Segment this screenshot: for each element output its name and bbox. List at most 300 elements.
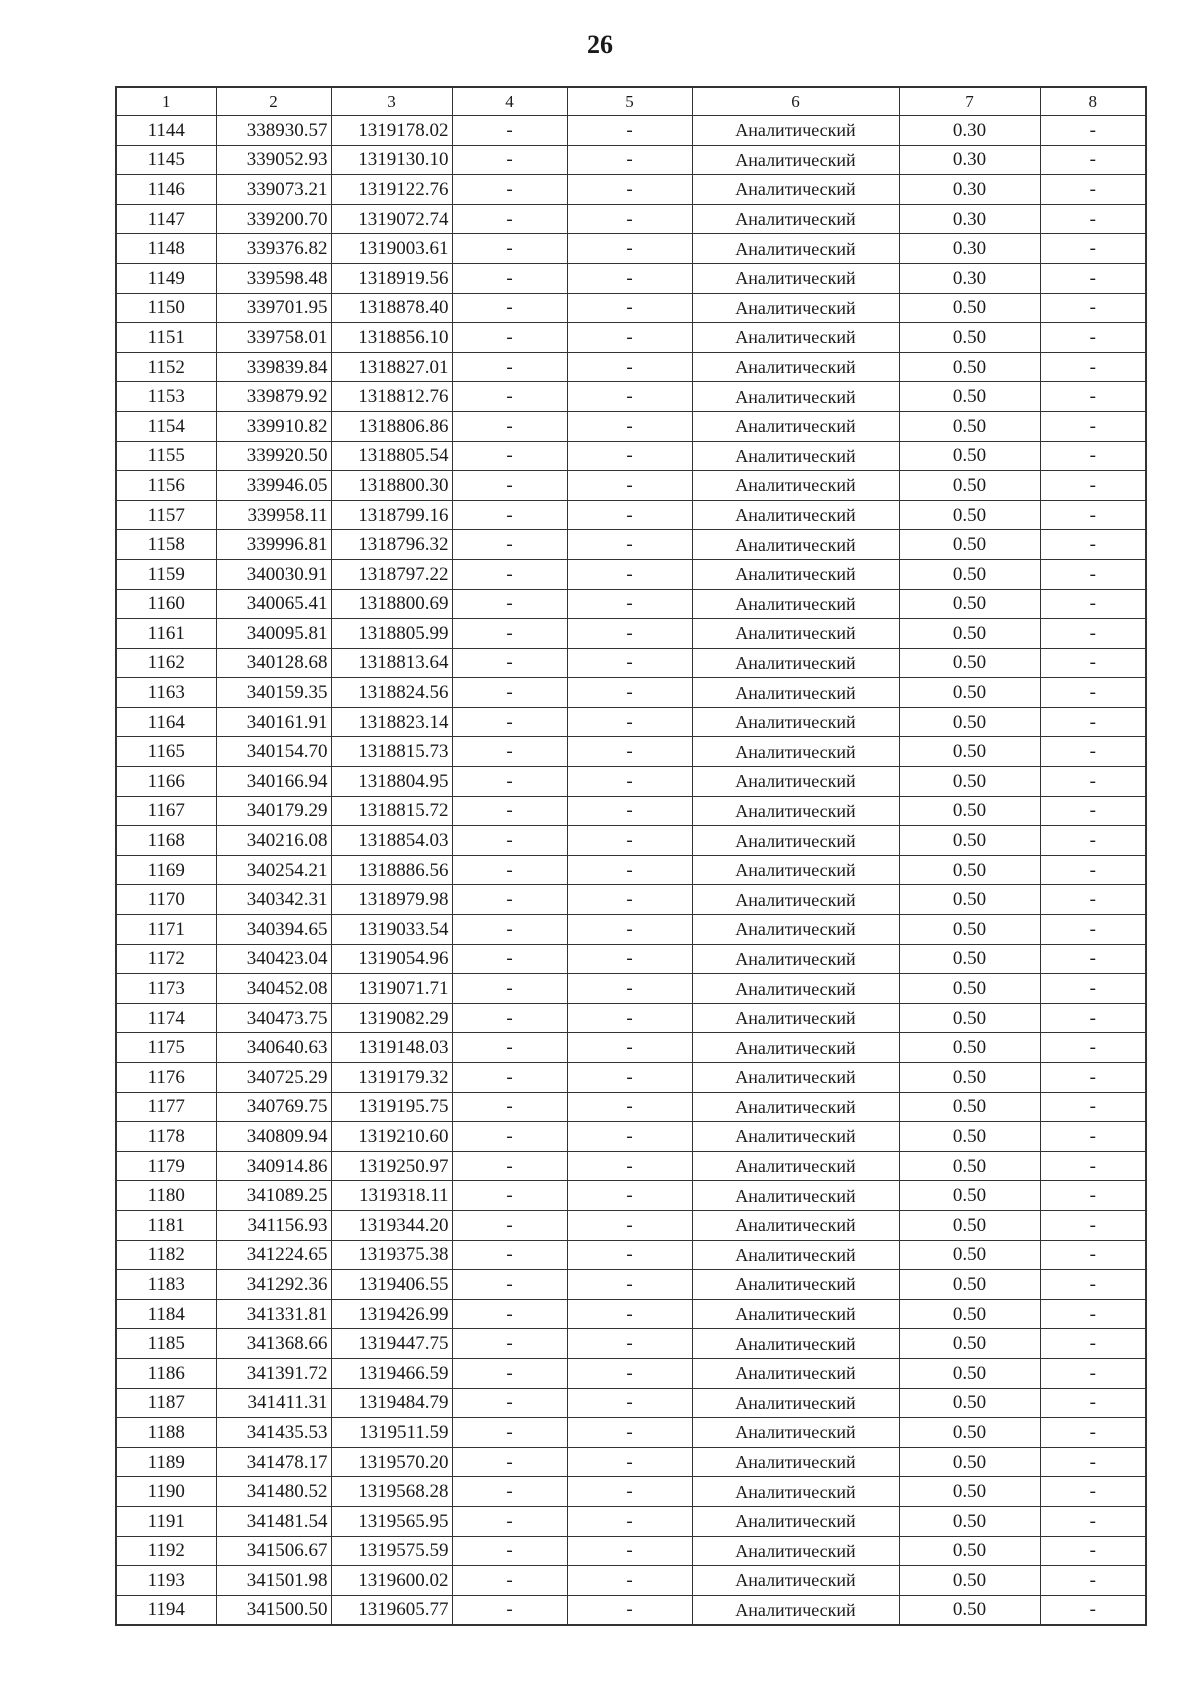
cell-method: Аналитический [692, 352, 899, 382]
cell-col-8: - [1040, 1122, 1146, 1152]
cell-col-4: - [452, 382, 567, 412]
cell-col-8: - [1040, 263, 1146, 293]
table-row [116, 234, 1146, 264]
cell-method: Аналитический [692, 530, 899, 560]
cell-point-number: 1164 [116, 707, 216, 737]
cell-point-number: 1176 [116, 1063, 216, 1093]
cell-method: Аналитический [692, 1003, 899, 1033]
cell-col-8: - [1040, 1418, 1146, 1448]
cell-accuracy: 0.50 [899, 352, 1040, 382]
cell-point-number: 1169 [116, 855, 216, 885]
cell-coord-x: 340128.68 [216, 648, 331, 678]
cell-col-8: - [1040, 885, 1146, 915]
cell-point-number: 1160 [116, 589, 216, 619]
cell-method: Аналитический [692, 234, 899, 264]
cell-method: Аналитический [692, 1329, 899, 1359]
cell-col-4: - [452, 500, 567, 530]
cell-accuracy: 0.30 [899, 204, 1040, 234]
cell-col-5: - [567, 589, 692, 619]
cell-method: Аналитический [692, 1151, 899, 1181]
cell-accuracy: 0.50 [899, 826, 1040, 856]
cell-coord-y: 1319570.20 [331, 1447, 452, 1477]
cell-col-4: - [452, 471, 567, 501]
table-row [116, 323, 1146, 353]
cell-col-8: - [1040, 352, 1146, 382]
cell-point-number: 1186 [116, 1358, 216, 1388]
cell-point-number: 1171 [116, 915, 216, 945]
cell-accuracy: 0.50 [899, 619, 1040, 649]
column-header-5: 5 [567, 87, 692, 116]
cell-coord-x: 340394.65 [216, 915, 331, 945]
cell-col-8: - [1040, 944, 1146, 974]
cell-col-4: - [452, 352, 567, 382]
cell-method: Аналитический [692, 145, 899, 175]
cell-col-4: - [452, 293, 567, 323]
cell-method: Аналитический [692, 293, 899, 323]
cell-point-number: 1174 [116, 1003, 216, 1033]
cell-coord-x: 340159.35 [216, 678, 331, 708]
cell-coord-x: 340423.04 [216, 944, 331, 974]
cell-col-5: - [567, 1210, 692, 1240]
cell-method: Аналитический [692, 1122, 899, 1152]
cell-point-number: 1191 [116, 1506, 216, 1536]
cell-point-number: 1182 [116, 1240, 216, 1270]
cell-point-number: 1166 [116, 767, 216, 797]
cell-col-4: - [452, 1329, 567, 1359]
cell-coord-y: 1319344.20 [331, 1210, 452, 1240]
cell-col-8: - [1040, 974, 1146, 1004]
cell-col-5: - [567, 1566, 692, 1596]
cell-accuracy: 0.50 [899, 530, 1040, 560]
cell-point-number: 1146 [116, 175, 216, 205]
cell-method: Аналитический [692, 1477, 899, 1507]
cell-point-number: 1189 [116, 1447, 216, 1477]
cell-col-8: - [1040, 1063, 1146, 1093]
cell-coord-x: 339879.92 [216, 382, 331, 412]
cell-coord-x: 341481.54 [216, 1506, 331, 1536]
cell-method: Аналитический [692, 559, 899, 589]
cell-coord-y: 1319250.97 [331, 1151, 452, 1181]
cell-accuracy: 0.50 [899, 1506, 1040, 1536]
cell-accuracy: 0.50 [899, 678, 1040, 708]
cell-col-4: - [452, 323, 567, 353]
cell-accuracy: 0.50 [899, 411, 1040, 441]
cell-col-4: - [452, 944, 567, 974]
cell-coord-y: 1319130.10 [331, 145, 452, 175]
cell-coord-y: 1318800.69 [331, 589, 452, 619]
cell-method: Аналитический [692, 1240, 899, 1270]
table-row [116, 530, 1146, 560]
cell-point-number: 1150 [116, 293, 216, 323]
column-header-7: 7 [899, 87, 1040, 116]
cell-col-4: - [452, 1358, 567, 1388]
cell-accuracy: 0.50 [899, 1299, 1040, 1329]
cell-col-4: - [452, 1536, 567, 1566]
cell-point-number: 1187 [116, 1388, 216, 1418]
cell-method: Аналитический [692, 648, 899, 678]
cell-method: Аналитический [692, 796, 899, 826]
cell-col-4: - [452, 1506, 567, 1536]
cell-col-5: - [567, 293, 692, 323]
cell-coord-y: 1319484.79 [331, 1388, 452, 1418]
cell-method: Аналитический [692, 1033, 899, 1063]
cell-col-4: - [452, 1566, 567, 1596]
table-row [116, 1418, 1146, 1448]
cell-method: Аналитический [692, 678, 899, 708]
cell-col-5: - [567, 263, 692, 293]
cell-col-5: - [567, 944, 692, 974]
cell-col-5: - [567, 1270, 692, 1300]
cell-col-4: - [452, 1477, 567, 1507]
cell-point-number: 1188 [116, 1418, 216, 1448]
table-row [116, 826, 1146, 856]
cell-col-5: - [567, 885, 692, 915]
cell-method: Аналитический [692, 589, 899, 619]
cell-coord-x: 341292.36 [216, 1270, 331, 1300]
cell-col-5: - [567, 678, 692, 708]
cell-col-8: - [1040, 500, 1146, 530]
cell-point-number: 1145 [116, 145, 216, 175]
table-row [116, 352, 1146, 382]
cell-col-8: - [1040, 293, 1146, 323]
cell-accuracy: 0.50 [899, 1536, 1040, 1566]
cell-method: Аналитический [692, 855, 899, 885]
cell-col-5: - [567, 530, 692, 560]
cell-point-number: 1179 [116, 1151, 216, 1181]
cell-col-4: - [452, 530, 567, 560]
cell-accuracy: 0.50 [899, 1063, 1040, 1093]
cell-col-5: - [567, 1063, 692, 1093]
table-row [116, 1003, 1146, 1033]
cell-col-8: - [1040, 234, 1146, 264]
cell-method: Аналитический [692, 1299, 899, 1329]
cell-accuracy: 0.30 [899, 145, 1040, 175]
cell-coord-x: 340166.94 [216, 767, 331, 797]
cell-coord-y: 1318805.54 [331, 441, 452, 471]
cell-coord-y: 1318813.64 [331, 648, 452, 678]
table-row [116, 1210, 1146, 1240]
cell-coord-y: 1318804.95 [331, 767, 452, 797]
cell-coord-y: 1319210.60 [331, 1122, 452, 1152]
cell-coord-y: 1318797.22 [331, 559, 452, 589]
cell-col-8: - [1040, 441, 1146, 471]
table-row [116, 589, 1146, 619]
cell-point-number: 1162 [116, 648, 216, 678]
cell-col-5: - [567, 411, 692, 441]
cell-coord-x: 339946.05 [216, 471, 331, 501]
cell-point-number: 1148 [116, 234, 216, 264]
table-row [116, 1477, 1146, 1507]
table-row [116, 1033, 1146, 1063]
cell-coord-x: 341391.72 [216, 1358, 331, 1388]
cell-col-5: - [567, 1477, 692, 1507]
cell-col-5: - [567, 1506, 692, 1536]
cell-col-4: - [452, 1033, 567, 1063]
cell-coord-x: 340254.21 [216, 855, 331, 885]
cell-col-4: - [452, 175, 567, 205]
table-body [116, 116, 1146, 1626]
column-header-6: 6 [692, 87, 899, 116]
column-header-1: 1 [116, 87, 216, 116]
cell-col-5: - [567, 559, 692, 589]
cell-col-8: - [1040, 382, 1146, 412]
cell-col-8: - [1040, 1299, 1146, 1329]
cell-col-8: - [1040, 204, 1146, 234]
cell-method: Аналитический [692, 737, 899, 767]
cell-method: Аналитический [692, 1388, 899, 1418]
cell-accuracy: 0.50 [899, 915, 1040, 945]
cell-coord-x: 339200.70 [216, 204, 331, 234]
table-row [116, 1299, 1146, 1329]
cell-coord-x: 340216.08 [216, 826, 331, 856]
cell-method: Аналитический [692, 915, 899, 945]
cell-accuracy: 0.50 [899, 1418, 1040, 1448]
cell-col-4: - [452, 116, 567, 146]
cell-method: Аналитический [692, 175, 899, 205]
cell-col-4: - [452, 589, 567, 619]
cell-coord-x: 340179.29 [216, 796, 331, 826]
cell-col-4: - [452, 1418, 567, 1448]
table-row [116, 1122, 1146, 1152]
cell-coord-x: 340161.91 [216, 707, 331, 737]
table-row [116, 1270, 1146, 1300]
cell-coord-x: 339910.82 [216, 411, 331, 441]
table-row [116, 648, 1146, 678]
cell-col-4: - [452, 855, 567, 885]
cell-coord-y: 1319054.96 [331, 944, 452, 974]
cell-col-5: - [567, 1299, 692, 1329]
cell-coord-y: 1318856.10 [331, 323, 452, 353]
cell-coord-x: 340030.91 [216, 559, 331, 589]
table-row [116, 293, 1146, 323]
table-row [116, 707, 1146, 737]
cell-col-8: - [1040, 1210, 1146, 1240]
cell-coord-x: 341501.98 [216, 1566, 331, 1596]
cell-method: Аналитический [692, 1063, 899, 1093]
table-row [116, 767, 1146, 797]
cell-coord-y: 1319447.75 [331, 1329, 452, 1359]
cell-col-4: - [452, 263, 567, 293]
cell-accuracy: 0.50 [899, 707, 1040, 737]
cell-col-4: - [452, 619, 567, 649]
cell-coord-y: 1318854.03 [331, 826, 452, 856]
cell-coord-y: 1318812.76 [331, 382, 452, 412]
cell-method: Аналитический [692, 204, 899, 234]
cell-method: Аналитический [692, 323, 899, 353]
cell-col-8: - [1040, 1536, 1146, 1566]
cell-point-number: 1159 [116, 559, 216, 589]
cell-coord-x: 339996.81 [216, 530, 331, 560]
cell-point-number: 1172 [116, 944, 216, 974]
cell-accuracy: 0.50 [899, 737, 1040, 767]
cell-method: Аналитический [692, 826, 899, 856]
table-header [116, 87, 1146, 116]
table-row [116, 204, 1146, 234]
cell-coord-x: 341411.31 [216, 1388, 331, 1418]
table-row [116, 1595, 1146, 1625]
cell-col-5: - [567, 500, 692, 530]
cell-col-4: - [452, 1122, 567, 1152]
cell-accuracy: 0.50 [899, 441, 1040, 471]
table-row [116, 1447, 1146, 1477]
cell-coord-y: 1319511.59 [331, 1418, 452, 1448]
cell-point-number: 1184 [116, 1299, 216, 1329]
cell-accuracy: 0.30 [899, 234, 1040, 264]
table-row [116, 116, 1146, 146]
cell-col-5: - [567, 352, 692, 382]
cell-method: Аналитический [692, 974, 899, 1004]
cell-col-4: - [452, 796, 567, 826]
cell-coord-y: 1318919.56 [331, 263, 452, 293]
cell-col-4: - [452, 826, 567, 856]
cell-coord-y: 1319575.59 [331, 1536, 452, 1566]
cell-coord-y: 1319565.95 [331, 1506, 452, 1536]
cell-col-8: - [1040, 1003, 1146, 1033]
cell-col-5: - [567, 1092, 692, 1122]
cell-col-8: - [1040, 530, 1146, 560]
cell-col-5: - [567, 471, 692, 501]
cell-accuracy: 0.50 [899, 1595, 1040, 1625]
cell-col-8: - [1040, 471, 1146, 501]
cell-col-5: - [567, 796, 692, 826]
cell-accuracy: 0.30 [899, 116, 1040, 146]
cell-coord-y: 1318796.32 [331, 530, 452, 560]
cell-col-8: - [1040, 1092, 1146, 1122]
page-number: 26 [587, 30, 613, 59]
cell-coord-x: 339920.50 [216, 441, 331, 471]
cell-coord-x: 340725.29 [216, 1063, 331, 1093]
cell-method: Аналитический [692, 1210, 899, 1240]
cell-point-number: 1181 [116, 1210, 216, 1240]
cell-point-number: 1183 [116, 1270, 216, 1300]
cell-point-number: 1163 [116, 678, 216, 708]
cell-accuracy: 0.30 [899, 263, 1040, 293]
cell-col-5: - [567, 648, 692, 678]
cell-method: Аналитический [692, 1536, 899, 1566]
cell-accuracy: 0.50 [899, 471, 1040, 501]
cell-col-5: - [567, 1181, 692, 1211]
cell-coord-x: 341156.93 [216, 1210, 331, 1240]
cell-point-number: 1178 [116, 1122, 216, 1152]
cell-coord-y: 1319122.76 [331, 175, 452, 205]
cell-coord-x: 341368.66 [216, 1329, 331, 1359]
cell-coord-x: 339052.93 [216, 145, 331, 175]
cell-coord-y: 1318823.14 [331, 707, 452, 737]
cell-method: Аналитический [692, 1418, 899, 1448]
cell-coord-x: 339073.21 [216, 175, 331, 205]
cell-method: Аналитический [692, 1270, 899, 1300]
cell-point-number: 1180 [116, 1181, 216, 1211]
cell-col-8: - [1040, 707, 1146, 737]
cell-col-5: - [567, 1536, 692, 1566]
cell-coord-x: 340473.75 [216, 1003, 331, 1033]
table-row [116, 1240, 1146, 1270]
cell-col-4: - [452, 707, 567, 737]
cell-coord-y: 1318815.73 [331, 737, 452, 767]
cell-col-5: - [567, 116, 692, 146]
column-header-4: 4 [452, 87, 567, 116]
cell-col-4: - [452, 678, 567, 708]
cell-coord-x: 339701.95 [216, 293, 331, 323]
cell-col-4: - [452, 1151, 567, 1181]
cell-point-number: 1155 [116, 441, 216, 471]
cell-coord-y: 1319178.02 [331, 116, 452, 146]
cell-col-5: - [567, 234, 692, 264]
cell-col-4: - [452, 411, 567, 441]
cell-col-8: - [1040, 796, 1146, 826]
cell-accuracy: 0.50 [899, 1329, 1040, 1359]
cell-accuracy: 0.50 [899, 1122, 1040, 1152]
cell-method: Аналитический [692, 441, 899, 471]
cell-coord-y: 1319195.75 [331, 1092, 452, 1122]
table-row [116, 559, 1146, 589]
cell-accuracy: 0.50 [899, 500, 1040, 530]
cell-accuracy: 0.50 [899, 1210, 1040, 1240]
cell-coord-y: 1319071.71 [331, 974, 452, 1004]
cell-col-8: - [1040, 1388, 1146, 1418]
cell-accuracy: 0.50 [899, 293, 1040, 323]
cell-point-number: 1173 [116, 974, 216, 1004]
cell-col-5: - [567, 974, 692, 1004]
cell-coord-x: 341089.25 [216, 1181, 331, 1211]
cell-accuracy: 0.50 [899, 1447, 1040, 1477]
cell-point-number: 1154 [116, 411, 216, 441]
table-row [116, 411, 1146, 441]
cell-col-4: - [452, 885, 567, 915]
cell-coord-x: 340769.75 [216, 1092, 331, 1122]
table-row [116, 1181, 1146, 1211]
cell-method: Аналитический [692, 263, 899, 293]
cell-coord-y: 1318824.56 [331, 678, 452, 708]
column-header-3: 3 [331, 87, 452, 116]
cell-col-8: - [1040, 678, 1146, 708]
cell-coord-y: 1319605.77 [331, 1595, 452, 1625]
cell-coord-y: 1319033.54 [331, 915, 452, 945]
cell-point-number: 1161 [116, 619, 216, 649]
cell-col-4: - [452, 648, 567, 678]
cell-col-8: - [1040, 737, 1146, 767]
table-row [116, 974, 1146, 1004]
table-row [116, 175, 1146, 205]
cell-col-8: - [1040, 1240, 1146, 1270]
cell-accuracy: 0.50 [899, 855, 1040, 885]
table-row [116, 382, 1146, 412]
cell-coord-x: 339839.84 [216, 352, 331, 382]
cell-col-4: - [452, 1595, 567, 1625]
cell-point-number: 1177 [116, 1092, 216, 1122]
table-row [116, 855, 1146, 885]
cell-col-8: - [1040, 855, 1146, 885]
cell-method: Аналитический [692, 1092, 899, 1122]
cell-col-8: - [1040, 1181, 1146, 1211]
cell-coord-y: 1318878.40 [331, 293, 452, 323]
cell-col-4: - [452, 974, 567, 1004]
cell-coord-x: 340095.81 [216, 619, 331, 649]
cell-method: Аналитический [692, 1506, 899, 1536]
coordinates-table [115, 86, 1147, 1626]
cell-col-8: - [1040, 1566, 1146, 1596]
cell-point-number: 1185 [116, 1329, 216, 1359]
cell-coord-x: 341480.52 [216, 1477, 331, 1507]
cell-col-5: - [567, 767, 692, 797]
table-row [116, 1536, 1146, 1566]
cell-coord-x: 341478.17 [216, 1447, 331, 1477]
cell-col-8: - [1040, 559, 1146, 589]
cell-accuracy: 0.50 [899, 323, 1040, 353]
cell-accuracy: 0.50 [899, 1388, 1040, 1418]
cell-accuracy: 0.50 [899, 1566, 1040, 1596]
table-row [116, 1566, 1146, 1596]
